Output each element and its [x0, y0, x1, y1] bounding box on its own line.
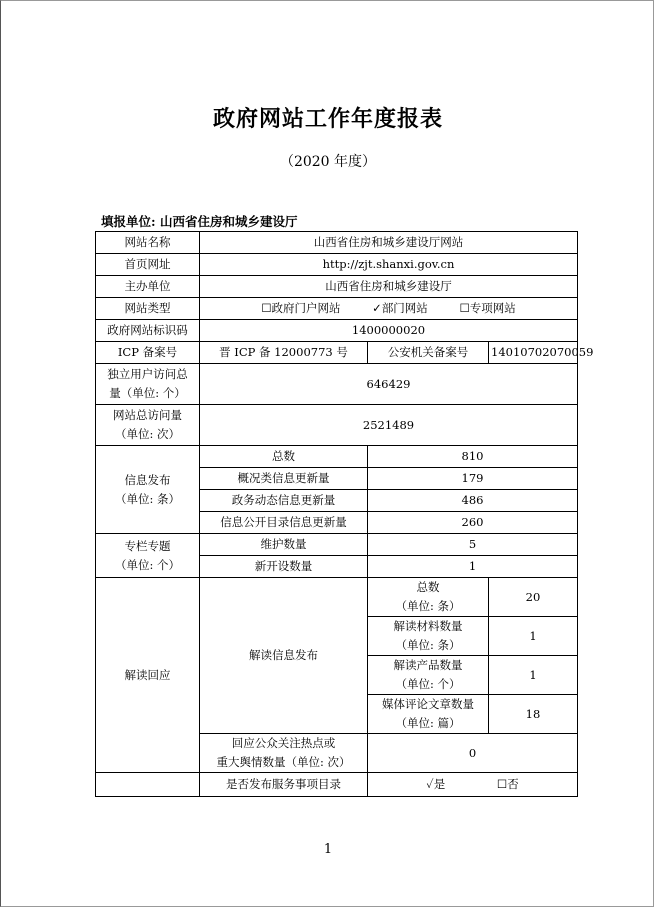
site-name-value: 山西省住房和城乡建设厅网站 [200, 232, 578, 254]
info-item-value: 260 [368, 512, 578, 534]
info-item-value: 179 [368, 468, 578, 490]
table-row [96, 364, 578, 405]
option-special: 专项网站 [469, 301, 516, 315]
option-yes: 是 [433, 777, 446, 791]
table-row [96, 773, 578, 797]
columns-item-label: 维护数量 [200, 534, 368, 556]
info-item-label: 总数 [200, 446, 368, 468]
police-record-label: 公安机关备案号 [368, 342, 489, 364]
total-visits-label: 网站总访问量 （单位: 次） [96, 405, 200, 446]
total-visits-value: 2521489 [200, 405, 578, 446]
check-icon: ✓ [372, 301, 382, 315]
page-title: 政府网站工作年度报表 [212, 106, 443, 132]
icp-value: 晋 ICP 备 12000773 号 [200, 342, 368, 364]
option-no: 否 [507, 777, 519, 791]
columns-label: 专栏专题 （单位: 个） [96, 534, 200, 578]
report-year: （2020 年度） [279, 154, 377, 170]
columns-item-label: 新开设数量 [200, 556, 368, 578]
check-icon: ✓ [426, 777, 434, 791]
homepage-label: 首页网址 [96, 254, 200, 276]
unique-visitors-value: 646429 [200, 364, 578, 405]
checkbox-icon: ☐ [261, 301, 272, 315]
unique-visitors-label: 独立用户访问总 量（单位: 个） [96, 364, 200, 405]
option-department: 部门网站 [381, 301, 428, 315]
info-publish-label: 信息发布 （单位: 条） [96, 446, 200, 534]
service-label: 是否发布服务事项目录 [200, 773, 368, 797]
report-table [95, 231, 594, 797]
info-item-label: 政务动态信息更新量 [200, 490, 368, 512]
interpret-item-value: 20 [489, 578, 578, 617]
sponsor-label: 主办单位 [96, 276, 200, 298]
site-type-options [200, 298, 578, 320]
police-record-value: 14010702070059 [489, 342, 578, 364]
table-row [96, 446, 578, 468]
table-row [96, 276, 578, 298]
reporting-unit: 填报单位: 山西省住房和城乡建设厅 [101, 214, 298, 229]
interpret-sub-label: 解读信息发布 [200, 578, 368, 734]
page-number: 1 [323, 842, 333, 857]
response-value: 0 [368, 734, 578, 773]
interpret-item-label: 媒体评论文章数量 （单位: 篇） [368, 695, 489, 734]
table-row [96, 298, 578, 320]
site-name-label: 网站名称 [96, 232, 200, 254]
empty-cell [96, 773, 200, 797]
table-row [96, 578, 578, 617]
option-portal: 政府门户网站 [271, 301, 341, 315]
interpret-item-value: 1 [489, 656, 578, 695]
table-row [96, 405, 578, 446]
sponsor-value: 山西省住房和城乡建设厅 [200, 276, 578, 298]
site-type-label: 网站类型 [96, 298, 200, 320]
interpret-item-label: 解读产品数量 （单位: 个） [368, 656, 489, 695]
interpret-item-value: 18 [489, 695, 578, 734]
table-row [96, 342, 578, 364]
table-row [96, 320, 578, 342]
site-id-label: 政府网站标识码 [96, 320, 200, 342]
checkbox-icon: ☐ [496, 777, 508, 791]
table-row [96, 232, 578, 254]
interpret-item-label: 解读材料数量 （单位: 条） [368, 617, 489, 656]
info-item-value: 486 [368, 490, 578, 512]
icp-label: ICP 备案号 [96, 342, 200, 364]
homepage-value: http://zjt.shanxi.gov.cn [200, 254, 578, 276]
interpret-item-label: 总数 （单位: 条） [368, 578, 489, 617]
table-row [96, 254, 578, 276]
info-item-value: 810 [368, 446, 578, 468]
table-row [96, 534, 578, 556]
interpret-label: 解读回应 [96, 578, 200, 773]
response-label: 回应公众关注热点或 重大舆情数量（单位: 次） [200, 734, 368, 773]
columns-item-value: 5 [368, 534, 578, 556]
info-item-label: 信息公开目录信息更新量 [200, 512, 368, 534]
columns-item-value: 1 [368, 556, 578, 578]
service-options [368, 773, 578, 797]
interpret-item-value: 1 [489, 617, 578, 656]
info-item-label: 概况类信息更新量 [200, 468, 368, 490]
checkbox-icon: ☐ [459, 301, 470, 315]
site-id-value: 1400000020 [200, 320, 578, 342]
